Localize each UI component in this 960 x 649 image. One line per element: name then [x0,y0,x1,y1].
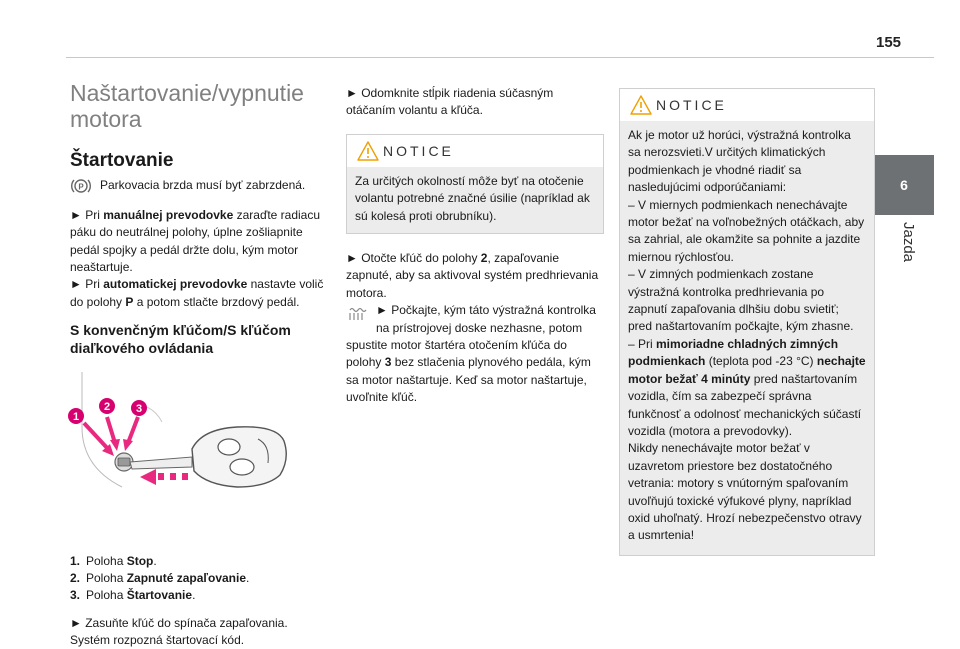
turn-key-instruction [346,250,604,302]
position-pre: Poloha [86,553,127,568]
list-number: 3. [70,588,81,603]
parking-brake-icon [70,177,92,195]
header-rule [66,57,934,58]
list-item [70,570,330,587]
chapter-tab[interactable]: 6 [874,155,934,215]
system-recognizes-text: Systém rozpozná štartovací kód. [70,633,245,648]
warning-triangle-icon [630,95,652,115]
arrow-icon [84,417,138,456]
notice-box-steering [346,134,604,234]
position-post: . [153,553,157,568]
notice-text [620,121,874,555]
notice-header [620,89,874,121]
list-number: 2. [70,571,81,586]
callout-3 [131,400,147,416]
preheat-paragraph [346,302,604,406]
manual-gearbox-instruction [70,207,330,277]
callout-2 [99,398,115,414]
column-middle [346,85,604,419]
auto-mid: nastavte volič do polohy [70,277,324,309]
auto-post: a potom stlačte brzdový pedál. [133,294,300,309]
notice-mid: (teplota pod -23 °C) [705,354,817,369]
manual-bold: manuálnej prevodovke [103,207,234,222]
section-heading-key [70,321,330,357]
position-post: . [246,571,250,586]
insert-key-instruction: ► Zasuňte kľúč do spínača zapaľovania. [70,615,288,630]
notice-label: NOTICE [383,142,454,159]
wait-instruction [346,302,604,406]
notice-box-cold-weather [619,88,875,556]
notice-paragraph: Ak je motor už horúci, výstražná kontrolka sa nerozsvieti.V určitých klimatických podmienkach je vhodné riadiť sa nasledujúcimi odporúčaniami: [628,128,851,195]
section-heading-start: Štartovanie [70,150,174,171]
column-left [70,80,330,649]
auto-pre: ► Pri [70,277,104,292]
ignition-key-illustration [62,367,312,537]
notice-paragraph [628,336,866,440]
svg-text:P: P [78,182,84,192]
page-number: 155 [876,34,902,51]
position-bold: Štartovanie [126,588,193,603]
key-fob-icon [192,427,286,487]
notice-pre: – Pri [628,336,657,351]
chapter-label: Jazda [900,222,917,263]
unlock-steering-instruction: ► Odomknite stĺpik riadenia súčasným otáčaním volantu a kľúča. [346,86,554,118]
callout-1 [68,408,84,424]
notice-text: Za určitých okolností môže byť na otočenie volantu potrebné značné úsilie (napríklad ak sú kolesá proti obrubníku). [347,167,603,233]
page-title-line1: Naštartovanie/vypnutie [70,80,304,106]
warning-triangle-icon [357,141,379,161]
parking-brake-note [70,177,330,194]
notice-label: NOTICE [656,97,727,113]
turn-key-post: , zapaľovanie zapnuté, aby sa aktivoval systém predhrievania motora. [346,251,599,300]
notice-header [347,135,603,167]
turn-key-pre: ► Otočte kľúč do polohy [346,251,481,266]
wait-post: bez stlačenia plynového pedála, kým sa motor naštartuje. Keď sa motor naštartuje, uvoľnite kľúč. [346,355,591,405]
manual-post: zaraďte radiacu páku do neutrálnej polohy, úplne zošliapnite pedál spojky a pedál držte dolu, kým motor neaštartuje. [70,207,321,275]
key-positions-list [70,553,330,605]
svg-text:1: 1 [72,411,80,424]
wait-bold: 3 [384,355,392,370]
auto-bold: automatickej prevodovke [103,277,248,292]
turn-key-bold: 2 [480,251,488,266]
notice-post: pred naštartovaním vozidla, čím sa zabezpečí správna funkčnosť a odolnosť mechanických súčastí vozidla (motora a prevodovky). [628,371,862,438]
notice-bold: mimoriadne chladných zimných podmienkach [628,336,839,369]
automatic-gearbox-instruction [70,276,330,311]
position-post: . [192,588,196,603]
svg-text:3: 3 [135,403,143,416]
list-number: 1. [70,553,81,568]
parking-brake-text: Parkovacia brzda musí byť zabrzdená. [100,178,306,193]
notice-paragraph: – V zimných podmienkach zostane výstražná kontrolka predhrievania po zapnutí zapaľovania dlhšiu dobu svietiť; pred naštartovaním počkajte, kým zhasne. [628,267,854,334]
page-title-line2: motora [70,106,142,132]
list-item [70,587,330,604]
notice-paragraph: – V miernych podmienkach nenechávajte motor bežať na voľnobežných otáčkach, aby sa zahrial, ale okamžite sa pohnite a jazdite miernou rýchlosťou. [628,197,865,264]
auto-bold2: P [125,294,134,309]
position-pre: Poloha [86,571,127,586]
wait-pre: ► Počkajte, kým táto výstražná kontrolka na prístrojovej doske nezhasne, potom spustite motor štartéra otočením kľúča do polohy [346,303,596,370]
notice-paragraph: Nikdy nenechávajte motor bežať v uzavretom priestore bez dostatočného vetrania: motory s vnútorným spaľovaním uvoľňujú toxické výfukové plyny, napríklad oxid uhoľnatý. Hrozí nebezpečenstvo otravy a usmrtenia! [628,441,862,543]
page-title [70,80,330,132]
section-heading-key-line1: S konvenčným kľúčom/S kľúčom [70,322,291,339]
position-bold: Stop [126,553,154,568]
notice-bold2: nechajte motor bežať 4 minúty [628,354,866,386]
svg-text:2: 2 [103,401,111,414]
insert-arrow-icon [140,469,188,485]
position-bold: Zapnuté zapaľovanie [126,571,247,586]
preheat-warning-icon [346,306,368,322]
position-pre: Poloha [86,588,127,603]
list-item [70,553,330,570]
section-heading-key-line2: diaľkového ovládania [70,340,214,357]
manual-pre: ► Pri [70,207,104,222]
